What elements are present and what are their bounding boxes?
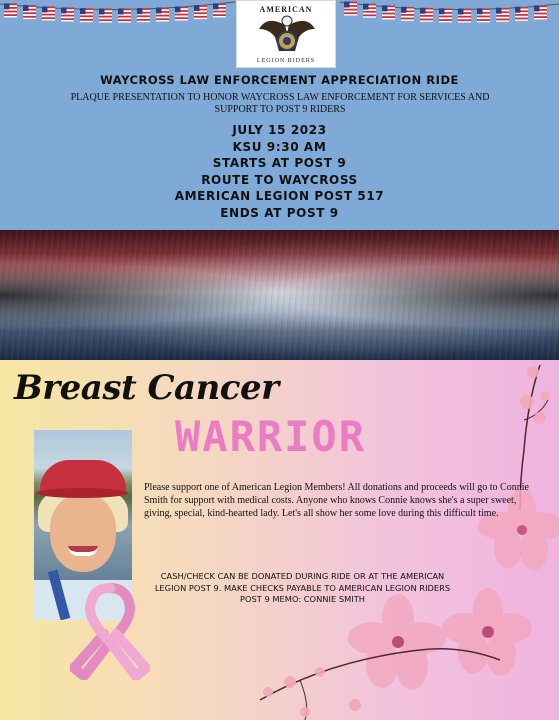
logo-top-text: AMERICAN <box>259 5 313 14</box>
flag-pennant-icon <box>382 5 395 19</box>
flag-pennant-icon <box>420 8 433 22</box>
flag-pennant-icon <box>496 8 509 22</box>
flag-pennant-icon <box>175 6 188 20</box>
ride-details <box>0 122 559 221</box>
flag-pennant-icon <box>23 5 36 19</box>
pink-ribbon-icon <box>70 580 150 680</box>
flag-pennant-icon <box>515 7 528 21</box>
ride-destination: AMERICAN LEGION POST 517 <box>174 189 385 203</box>
ride-end: ENDS AT POST 9 <box>220 205 339 220</box>
flag-pennant-icon <box>80 8 93 22</box>
flag-pennant-icon <box>42 6 55 20</box>
flag-pennant-icon <box>439 8 452 22</box>
eagle-emblem-icon <box>257 11 317 59</box>
flag-pennant-icon <box>118 8 131 22</box>
logo-bottom-text: LEGION RIDERS <box>256 58 316 64</box>
flag-pennant-icon <box>99 8 112 22</box>
ride-start: STARTS AT POST 9 <box>212 156 347 170</box>
flag-pennant-icon <box>477 8 490 22</box>
ride-title: WAYCROSS LAW ENFORCEMENT APPRECIATION RIDE <box>100 73 459 87</box>
fundraiser-section <box>0 360 559 720</box>
flag-pennant-icon <box>137 8 150 22</box>
flag-pennant-icon <box>344 2 357 16</box>
ride-ksu-time: KSU 9:30 AM <box>232 139 327 154</box>
flag-pennant-icon <box>213 3 226 17</box>
payment-instructions: CASH/CHECK CAN BE DONATED DURING RIDE OR AT THE AMERICAN LEGION POST 9. MAKE CHECKS PAYABLE TO AMERICAN LEGION RIDERS POST 9 MEMO: CONNIE SMITH <box>154 571 451 605</box>
flag-pennant-icon <box>458 9 471 23</box>
donation-message: Please support one of American Legion Members! All donations and proceeds will go to Connie Smith for support with medical costs. Anyone who knows Connie knows she's a super sweet, giving, special, kind-hearted lady. Let's all show her some love during this difficult time. <box>144 482 529 519</box>
flag-pennant-icon <box>401 7 414 21</box>
flag-pennant-icon <box>194 5 207 19</box>
ride-route: ROUTE TO WAYCROSS <box>201 172 358 187</box>
ride-flyer-section <box>0 0 559 230</box>
ride-subtitle: PLAQUE PRESENTATION TO HONOR WAYCROSS LAW ENFORCEMENT FOR SERVICES AND SUPPORT TO POST 9 RIDERS <box>70 92 490 115</box>
american-legion-riders-logo <box>236 0 336 68</box>
flag-bunting-right <box>340 0 559 30</box>
ride-date: JULY 15 2023 <box>232 123 327 137</box>
breast-cancer-heading: Breast Cancer <box>14 368 279 408</box>
flag-pennant-icon <box>4 3 17 17</box>
flag-pennant-icon <box>534 5 547 19</box>
grunge-flag-banner <box>0 230 559 360</box>
flag-pennant-icon <box>61 7 74 21</box>
flag-bunting-left <box>0 0 235 30</box>
flag-pennant-icon <box>156 7 169 21</box>
flag-pennant-icon <box>363 4 376 18</box>
warrior-heading: WARRIOR <box>175 412 367 461</box>
